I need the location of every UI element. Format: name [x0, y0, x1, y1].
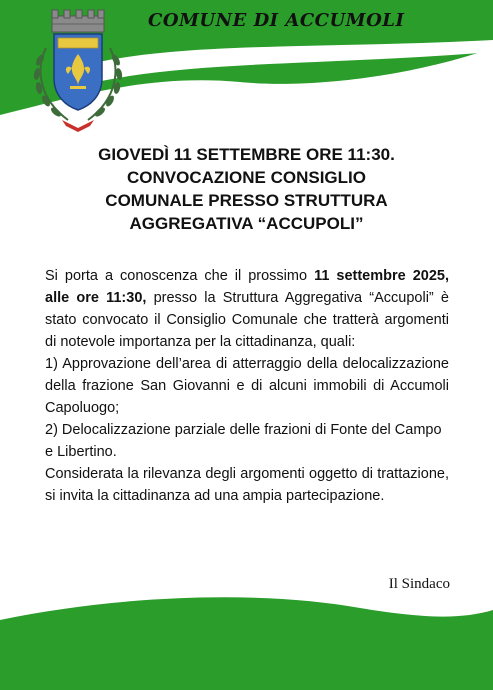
closing-paragraph: Considerata la rilevanza degli argomenti oggetto di trattazione, si invita la cittadinanza ad una ampia partecipazione.: [45, 466, 449, 504]
meeting-date: 11 settembre 2025, alle ore 11:30,: [45, 268, 449, 306]
headline-line-2: CONVOCAZIONE CONSIGLIO: [127, 168, 366, 187]
mayor-signature: Il Sindaco: [388, 576, 450, 592]
agenda-item-2: 2) Delocalizzazione parziale delle frazioni di Fonte del Campo e Libertino.: [45, 422, 442, 460]
announcement-intro: Si porta a conoscenza che il prossimo: [45, 268, 315, 284]
announcement-paragraph: [45, 265, 449, 353]
headline-line-1: GIOVEDÌ 11 SETTEMBRE ORE 11:30.: [98, 145, 395, 164]
headline-line-4: AGGREGATIVA “ACCUPOLI”: [129, 214, 364, 233]
headline-line-3: COMUNALE PRESSO STRUTTURA: [105, 191, 388, 210]
shield-icon: [54, 34, 102, 110]
municipality-title: COMUNE DI ACCUMOLI: [148, 10, 405, 31]
announcement-rest: presso la Struttura Aggregativa “Accupoli” è stato convocato il Consiglio Comunale che tratterà argomenti di notevole importanza per la cittadinanza, quali:: [45, 290, 449, 350]
footer-green-band: [0, 590, 493, 690]
notice-headline: [40, 143, 453, 235]
municipal-coat-of-arms: [18, 8, 138, 136]
crown-icon: [52, 10, 104, 32]
notice-body: [45, 265, 449, 507]
agenda-item-1: 1) Approvazione dell’area di atterraggio della delocalizzazione della frazione San Giovanni e di alcuni immobili di Accumoli Capoluogo;: [45, 356, 449, 416]
